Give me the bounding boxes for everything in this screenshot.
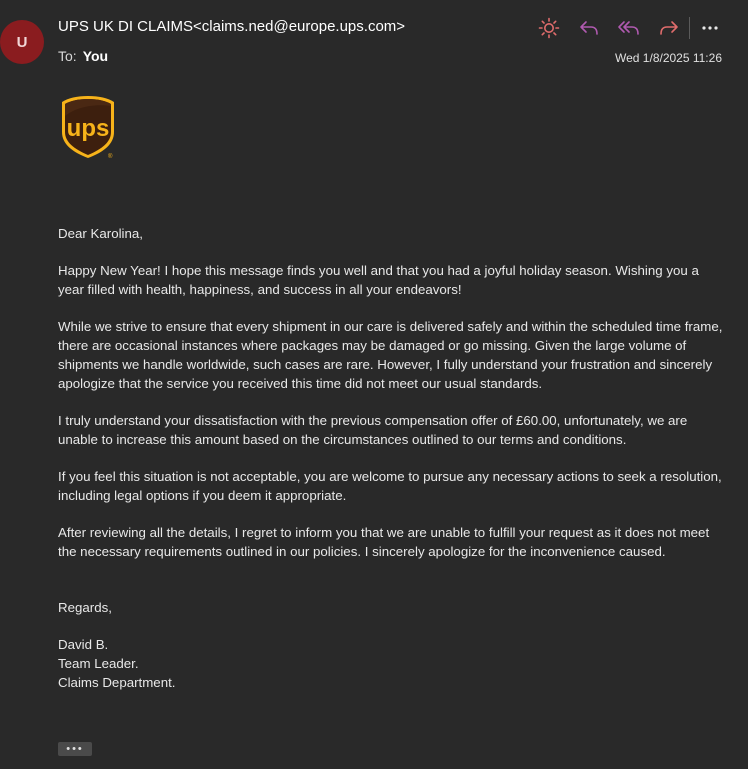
signature-name: David B. xyxy=(58,637,109,653)
message-toolbar xyxy=(529,14,728,42)
svg-text:ups: ups xyxy=(66,115,110,142)
reply-button[interactable] xyxy=(569,14,609,42)
more-actions-button[interactable] xyxy=(692,14,728,42)
greeting: Dear Karolina, xyxy=(58,226,143,241)
closing: Regards, xyxy=(58,599,112,615)
sun-icon xyxy=(538,17,560,39)
reply-all-button[interactable] xyxy=(609,14,649,42)
sender-name[interactable]: UPS UK DI CLAIMS<claims.ned@europe.ups.com> xyxy=(58,18,406,35)
recipient-line xyxy=(58,48,108,64)
avatar-initial: U xyxy=(16,33,28,51)
show-trimmed-content-button[interactable]: ••• xyxy=(58,742,92,756)
received-date: Wed 1/8/2025 11:26 xyxy=(615,51,722,65)
paragraph-2: While we strive to ensure that every shipment in our care is delivered safely and within the scheduled time frame, there are occasional instances where packages may be damaged or go missing. Given the large volume of shipments we handle worldwide, such cases are rare. However, I fully understand your frustration and sincerely apologize that the service you received this time did not meet our usual standards. xyxy=(58,319,723,391)
reply-all-icon xyxy=(617,17,641,39)
signature-title: Team Leader. xyxy=(58,656,139,672)
summarize-button[interactable] xyxy=(529,14,569,42)
more-icon xyxy=(700,18,720,38)
to-label: To: xyxy=(58,48,77,64)
signature xyxy=(58,636,728,692)
forward-icon xyxy=(658,17,680,39)
signature-department: Claims Department. xyxy=(58,674,176,690)
paragraph-1: Happy New Year! I hope this message finds you well and that you had a joyful holiday season. Wishing you a year filled with health, happiness, and success in all your endeavors! xyxy=(58,263,699,298)
svg-text:®: ® xyxy=(108,154,113,160)
forward-button[interactable] xyxy=(649,14,689,42)
recipient-name[interactable]: You xyxy=(82,48,109,64)
message-body xyxy=(58,225,728,692)
reply-icon xyxy=(578,17,600,39)
toolbar-divider xyxy=(689,17,690,39)
paragraph-5: After reviewing all the details, I regret to inform you that we are unable to fulfill your request as it does not meet the necessary requirements outlined in our policies. I sincerely apologize for the inconvenience caused. xyxy=(58,525,710,559)
paragraph-4: If you feel this situation is not acceptable, you are welcome to pursue any necessary actions to seek a resolution, including legal options if you deem it appropriate. xyxy=(58,469,722,503)
spacer xyxy=(58,580,728,599)
paragraph-3: I truly understand your dissatisfaction with the previous compensation offer of £60.00, unfortunately, we are unable to increase this amount based on the circumstances outlined to our terms and conditions. xyxy=(58,412,688,447)
avatar[interactable] xyxy=(0,20,44,64)
ups-logo xyxy=(60,94,116,160)
